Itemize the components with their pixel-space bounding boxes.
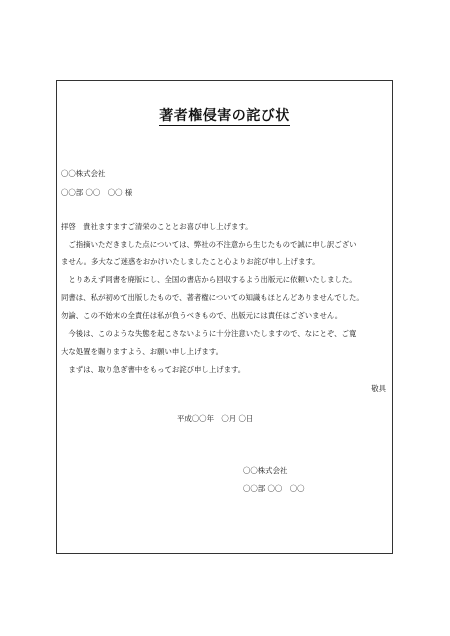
body-line: 大な処置を賜りますよう、お願い申し上げます。 [61, 347, 224, 356]
body-line: ません。多大なご迷惑をおかけいたしましたこと心よりお詫び申し上げます。 [61, 257, 320, 266]
letter-frame [56, 80, 393, 554]
body-line: 勿論、この不始末の全責任は私が負うべきもので、出版元には責任はございません。 [61, 311, 343, 320]
body-line: 今後は、このような失態を起こさないように十分注意いたしますので、なにとぞ、ご寛 [61, 329, 357, 338]
letter-title [57, 105, 392, 125]
letter-date: 平成〇〇年 〇月 〇日 [177, 414, 254, 423]
recipient-company: 〇〇株式会社 [61, 169, 106, 178]
sender-company: 〇〇株式会社 [243, 466, 288, 475]
body-line: とりあえず同書を廃版にし、全国の書店から回収するよう出版元に依頼いたしました。 [61, 275, 357, 284]
sender-person: 〇〇部 〇〇 〇〇 [243, 484, 305, 493]
body-line: ご指摘いただきました点については、弊社の不注意から生じたもので誠に申し訳ござい [61, 240, 357, 249]
body-line: まずは、取り急ぎ書中をもってお詫び申し上げます。 [61, 365, 246, 374]
body-line: 同書は、私が初めて出版したもので、著者権についての知識もほとんどありませんでした。 [61, 293, 364, 302]
letter-title-text: 著者権侵害の詫び状 [159, 108, 290, 124]
body-line: 拝啓 貴社ますますご清栄のこととお喜び申し上げます。 [61, 222, 253, 231]
closing-keigu: 敬具 [371, 384, 386, 393]
recipient-person: 〇〇部 〇〇 〇〇 様 [61, 188, 133, 197]
